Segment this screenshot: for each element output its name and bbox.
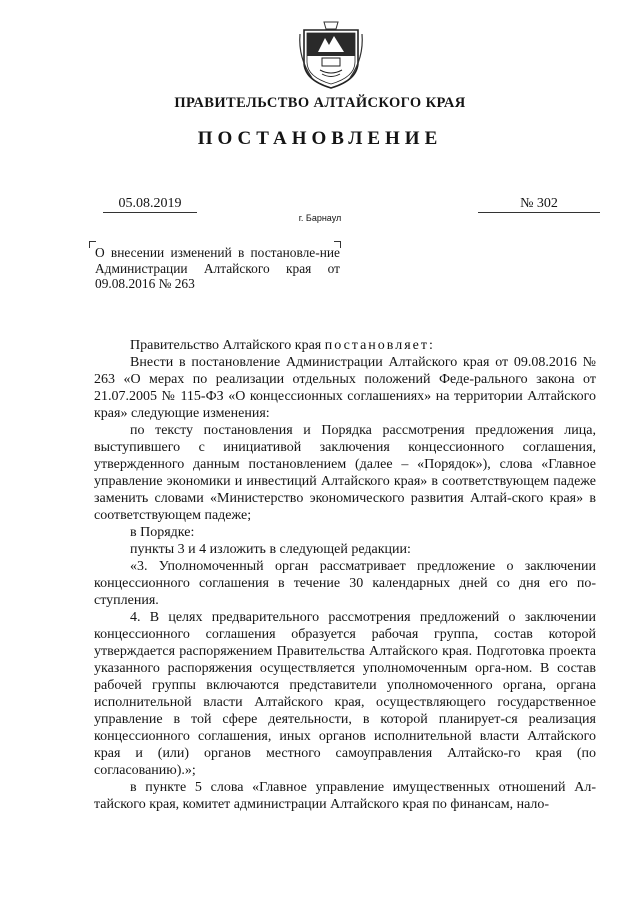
scan-artifact — [400, 848, 480, 862]
document-body — [94, 337, 596, 813]
city-label: г. Барнаул — [298, 213, 342, 223]
body-paragraph: в пункте 5 слова «Главное управление имущественных отношений Ал-тайского края, комитет администрации Алтайского края по финансам, нало- — [94, 780, 596, 812]
body-lead-subject: Правительство Алтайского края — [130, 338, 322, 353]
coat-of-arms-emblem — [296, 18, 366, 90]
document-subject: О внесении изменений в постановле-ние Администрации Алтайского края от 09.08.2016 № 263 — [95, 245, 340, 291]
document-type-title: ПОСТАНОВЛЕНИЕ — [197, 128, 443, 149]
body-paragraph: 4. В целях предварительного рассмотрения предложений о заключении концессионного соглашения образуется рабочая группа, состав которой утверждается распоряжением Правительства Алтайского края. Подготовка проекта указанного распоряжения осуществляется уполномоченным орга-ном. В состав рабочей группы включаются представители уполномоченного органа, органа исполнительной власти Алтайского края, осуществляющего государственное управление в той сфере деятельности, в которой планирует-ся реализация концессионного соглашения, иных органов исполнительной власти Алтайского края и (или) органов местного самоуправления Алтайско-го края (по согласованию).»; — [94, 610, 596, 778]
document-number: № 302 — [478, 195, 600, 213]
body-lead-verb: постановляет: — [324, 338, 435, 353]
body-lead — [94, 337, 596, 354]
body-paragraph: Внести в постановление Администрации Алтайского края от 09.08.2016 № 263 «О мерах по реализации отдельных положений Феде-рального закона от 21.07.2005 № 115-ФЗ «О концессионных соглашениях» на территории Алтайского края» следующие изменения: — [94, 355, 596, 421]
body-paragraph: в Порядке: — [130, 525, 195, 540]
body-paragraph: пункты 3 и 4 изложить в следующей редакции: — [130, 542, 411, 557]
body-paragraph: «3. Уполномоченный орган рассматривает предложение о заключении концессионного соглашения в течение 30 календарных дней со дня его по-ступления. — [94, 559, 596, 608]
government-title: ПРАВИТЕЛЬСТВО АЛТАЙСКОГО КРАЯ — [174, 95, 466, 111]
body-paragraph: по тексту постановления и Порядка рассмотрения предложения лица, выступившего с инициативой заключения концессионного соглашения, утвержденного данным постановлением (далее – «Порядок»), слова «Главное управление экономики и инвестиций Алтайского края» в соответствующем падеже заменить словами «Министерство экономического развития Алтай-ского края» в соответствующем падеже; — [94, 423, 596, 523]
document-date: 05.08.2019 — [103, 195, 197, 213]
